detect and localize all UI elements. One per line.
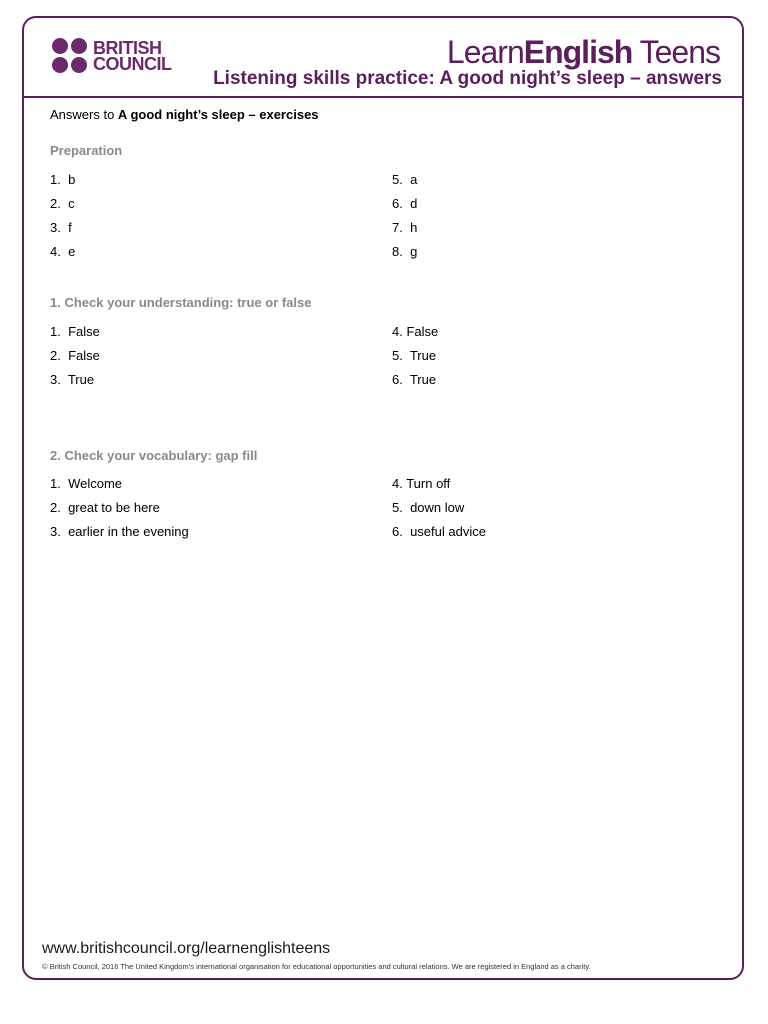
- british-council-dots-icon: [52, 38, 87, 73]
- answer-item: 6. useful advice: [392, 524, 486, 539]
- page-title: Listening skills practice: A good night’s sleep – answers: [213, 68, 722, 89]
- answer-item: 5. down low: [392, 500, 465, 515]
- header-divider: [22, 96, 744, 98]
- intro-exercise-name: A good night’s sleep – exercises: [117, 107, 319, 122]
- answer-item: 1. b: [50, 172, 76, 187]
- footer-url[interactable]: www.britishcouncil.org/learnenglishteens: [42, 940, 331, 957]
- logo-text-line1: BRITISH: [93, 37, 162, 58]
- answer-item: 4. Turn off: [392, 476, 451, 491]
- logo-teens: Teens: [632, 34, 720, 70]
- answer-item: 1. False: [50, 324, 100, 339]
- answer-item: 5. a: [392, 172, 418, 187]
- section-heading-gap-fill: 2. Check your vocabulary: gap fill: [50, 448, 258, 463]
- answer-item: 2. c: [50, 196, 75, 211]
- answer-item: 3. earlier in the evening: [50, 524, 189, 539]
- answer-item: 3. f: [50, 220, 72, 235]
- page-border: [22, 16, 744, 980]
- answer-item: 3. True: [50, 372, 95, 387]
- answer-item: 4. e: [50, 244, 76, 259]
- logo-text-line2: COUNCIL: [93, 53, 172, 74]
- british-council-logo: [52, 38, 172, 73]
- logo-learn: Learn: [446, 34, 524, 70]
- intro-line: [50, 107, 319, 122]
- answer-item: 7. h: [392, 220, 418, 235]
- answer-item: 2. False: [50, 348, 100, 363]
- answer-item: 4. False: [392, 324, 439, 339]
- logo-english: English: [523, 34, 633, 70]
- answer-item: 5. True: [392, 348, 437, 363]
- answer-item: 1. Welcome: [50, 476, 123, 491]
- answer-item: 2. great to be here: [50, 500, 160, 515]
- answer-item: 6. d: [392, 196, 418, 211]
- section-heading-preparation: Preparation: [50, 143, 123, 158]
- section-heading-true-false: 1. Check your understanding: true or false: [50, 295, 312, 310]
- answer-item: 8. g: [392, 244, 418, 259]
- learnenglish-teens-logo: [447, 34, 720, 71]
- intro-prefix: Answers to: [50, 107, 118, 122]
- footer-copyright: © British Council, 2016 The United Kingdom’s international organisation for educational opportunities and cultural relations. We are registered in England as a charity.: [42, 962, 591, 971]
- answer-item: 6. True: [392, 372, 437, 387]
